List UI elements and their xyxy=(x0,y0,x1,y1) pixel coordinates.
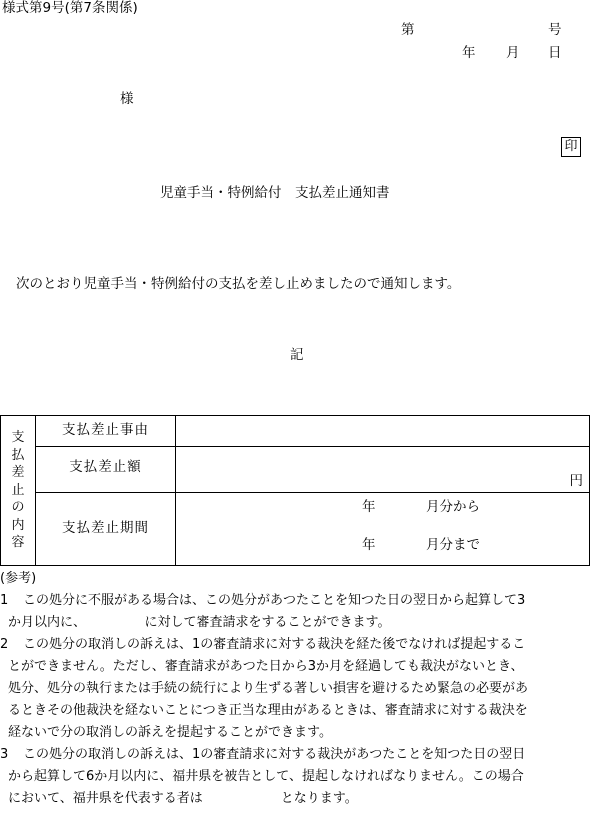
row-label-period: 支払差止期間 xyxy=(36,493,176,566)
note-item: 3 この処分の取消しの訴えは、1の審査請求に対する裁決があつたことを知つた日の翌日 から起算して6か月以内に、福井県を被告として、提起しなければなりません。この場合 において、福井県を代表する者は となります。 xyxy=(0,747,526,806)
row-value-reason xyxy=(176,416,590,447)
row-label-reason: 支払差止事由 xyxy=(36,416,176,447)
date-month: 月 xyxy=(506,45,520,61)
intro-text: 次のとおり児童手当・特例給付の支払を差し止めましたので通知します。 xyxy=(16,276,461,292)
date-year: 年 xyxy=(462,45,476,61)
note-item: 2 この処分の取消しの訴えは、1の審査請求に対する裁決を経た後でなければ提起するこ とができません。ただし、審査請求があつた日から3か月を経過しても裁決がないとき、 処分、処分の執行または手続の続行により生ずる著しい損害を避けるため緊急の必要があ るときその他裁決を経ないことにつき正当な理由があるときは、審査請求に対する裁決を 経ないで分の取消しの訴えを提起することができます。 xyxy=(0,637,529,740)
doc-number-suffix: 号 xyxy=(548,22,562,38)
side-label: 支 払 差 止 の 内 容 xyxy=(1,416,36,566)
form-number: 様式第9号(第7条関係) xyxy=(2,0,138,16)
ki-label: 記 xyxy=(290,347,304,363)
row-value-amount xyxy=(176,447,590,493)
doc-number-prefix: 第 xyxy=(401,22,415,38)
row-label-amount: 支払差止額 xyxy=(36,447,176,493)
document-title: 児童手当・特例給付 支払差止通知書 xyxy=(160,185,390,201)
amount-unit: 円 xyxy=(569,473,583,489)
seal-mark: 印 xyxy=(561,137,581,157)
notes-section xyxy=(0,568,592,810)
period-from-month: 月分から xyxy=(426,499,480,515)
row-value-period xyxy=(176,493,590,566)
notes-heading: (参考) xyxy=(0,571,37,586)
note-item: 1 この処分に不服がある場合は、この処分があつたことを知つた日の翌日から起算して3 か月以内に、 に対して審査請求をすることができます。 xyxy=(0,593,526,630)
recipient-honorific: 様 xyxy=(120,91,134,107)
period-to-year: 年 xyxy=(362,537,376,553)
period-from-year: 年 xyxy=(362,499,376,515)
payment-suspension-table xyxy=(0,415,590,566)
period-to-month: 月分まで xyxy=(426,537,480,553)
date-day: 日 xyxy=(548,45,562,61)
